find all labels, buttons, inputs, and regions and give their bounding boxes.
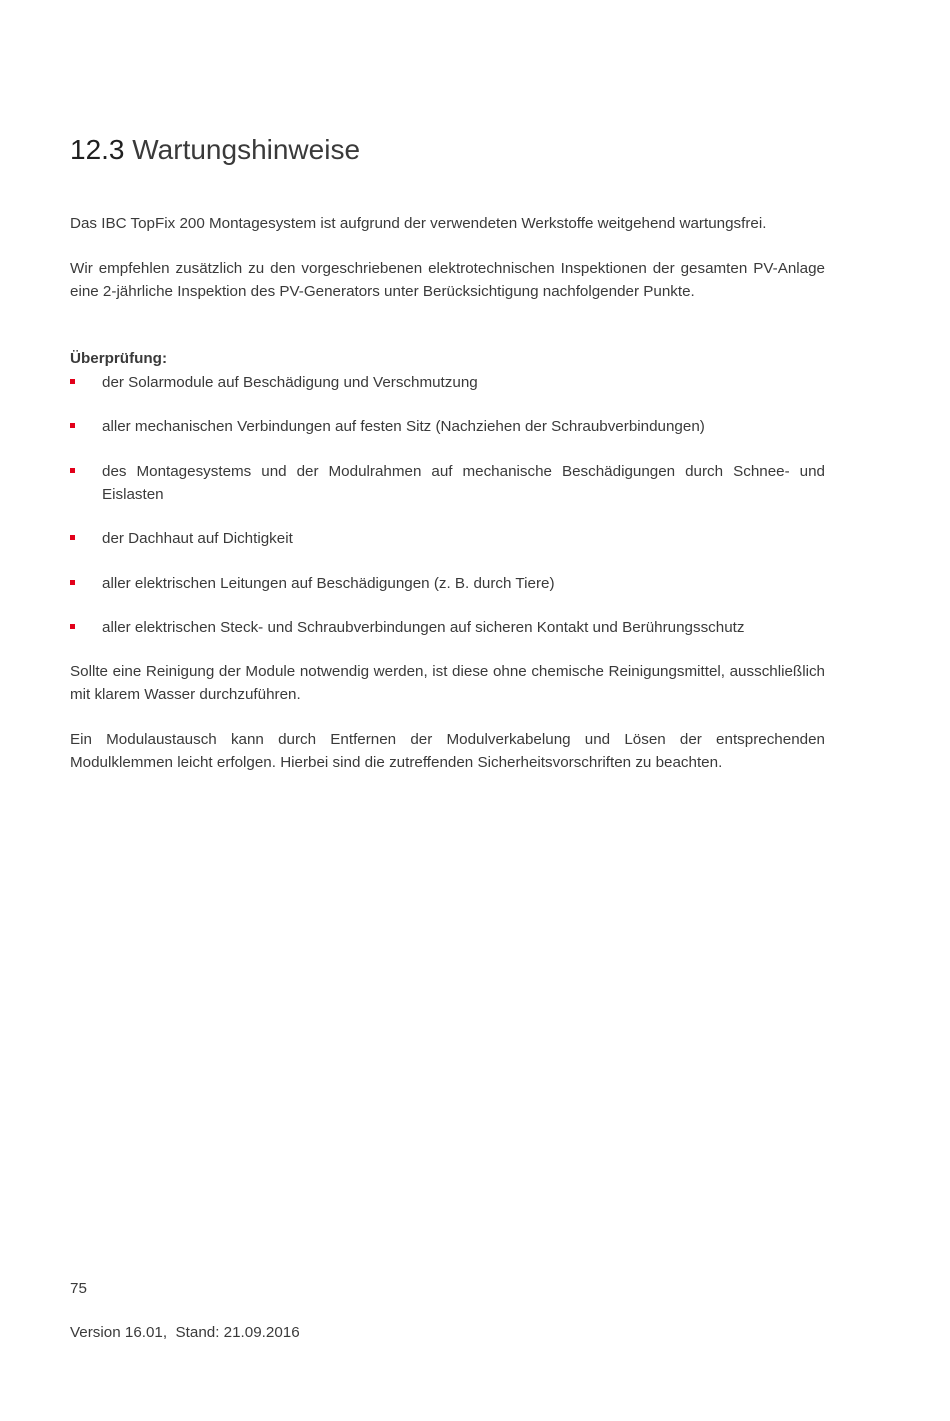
checklist-item-text: der Dachhaut auf Dichtigkeit [102,530,293,547]
checklist-item-text: des Montagesystems und der Modulrahmen auf mechanische Beschädigungen durch Schnee- und Eislasten [102,463,825,503]
bullet-square-icon [70,379,75,384]
section-title: Wartungshinweise [132,134,361,165]
bullet-square-icon [70,580,75,585]
closing-paragraph-2: Ein Modulaustausch kann durch Entfernen der Modulverkabelung und Lösen der entsprechenden Modulklemmen leicht erfolgen. Hierbei sind die zutreffenden Sicherheitsvorschriften zu beachten. [70,731,825,771]
checklist-item-text: aller elektrischen Steck- und Schraubverbindungen auf sicheren Kontakt und Berührungsschutz [102,619,745,636]
document-page [70,0,825,1421]
bullet-square-icon [70,468,75,473]
checklist-item-text: der Solarmodule auf Beschädigung und Verschmutzung [102,374,478,391]
checklist-item-text: aller mechanischen Verbindungen auf festen Sitz (Nachziehen der Schraubverbindungen) [102,418,705,435]
bullet-square-icon [70,535,75,540]
version-info: Version 16.01, Stand: 21.09.2016 [70,1324,300,1341]
page-number: 75 [70,1280,87,1297]
intro-paragraph-1: Das IBC TopFix 200 Montagesystem ist aufgrund der verwendeten Werkstoffe weitgehend wartungsfrei. [70,215,767,232]
section-heading [70,131,360,169]
closing-paragraph-1: Sollte eine Reinigung der Module notwendig werden, ist diese ohne chemische Reinigungsmittel, ausschließlich mit klarem Wasser durchzuführen. [70,663,825,703]
bullet-square-icon [70,624,75,629]
checklist-item-text: aller elektrischen Leitungen auf Beschädigungen (z. B. durch Tiere) [102,575,555,592]
checklist-label: Überprüfung: [70,350,168,367]
bullet-square-icon [70,423,75,428]
intro-paragraph-2: Wir empfehlen zusätzlich zu den vorgeschriebenen elektrotechnischen Inspektionen der gesamten PV-Anlage eine 2-jährliche Inspektion des PV-Generators unter Berücksichtigung nachfolgender Punkte. [70,260,825,300]
section-number: 12.3 [70,134,125,165]
